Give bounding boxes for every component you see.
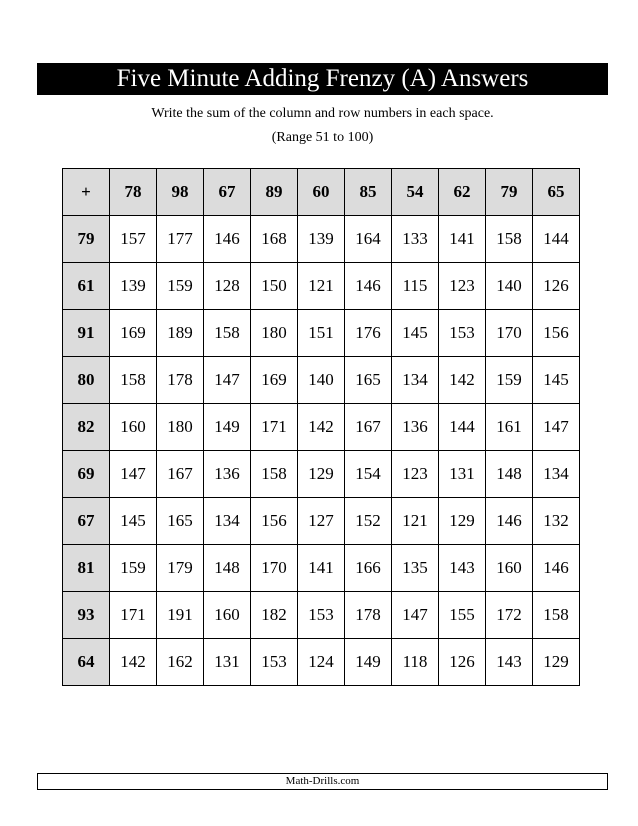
answer-cell: 134 bbox=[204, 498, 251, 545]
answer-cell: 128 bbox=[204, 263, 251, 310]
answer-cell: 170 bbox=[251, 545, 298, 592]
answer-cell: 179 bbox=[157, 545, 204, 592]
row-header: 79 bbox=[63, 216, 110, 263]
column-header: 60 bbox=[298, 169, 345, 216]
answer-cell: 162 bbox=[157, 639, 204, 686]
answer-cell: 126 bbox=[533, 263, 580, 310]
answer-cell: 155 bbox=[439, 592, 486, 639]
row-header: 69 bbox=[63, 451, 110, 498]
answer-cell: 142 bbox=[439, 357, 486, 404]
answer-cell: 176 bbox=[345, 310, 392, 357]
answer-cell: 161 bbox=[486, 404, 533, 451]
answer-cell: 121 bbox=[298, 263, 345, 310]
answer-cell: 154 bbox=[345, 451, 392, 498]
column-header: 65 bbox=[533, 169, 580, 216]
instructions bbox=[37, 102, 608, 150]
answer-cell: 146 bbox=[345, 263, 392, 310]
answer-cell: 160 bbox=[486, 545, 533, 592]
answer-cell: 132 bbox=[533, 498, 580, 545]
answer-cell: 180 bbox=[251, 310, 298, 357]
answer-cell: 151 bbox=[298, 310, 345, 357]
header-row bbox=[63, 169, 580, 216]
answer-cell: 127 bbox=[298, 498, 345, 545]
table-row bbox=[63, 451, 580, 498]
answer-cell: 171 bbox=[251, 404, 298, 451]
answer-cell: 131 bbox=[204, 639, 251, 686]
table-row bbox=[63, 216, 580, 263]
answer-cell: 147 bbox=[110, 451, 157, 498]
answer-cell: 153 bbox=[251, 639, 298, 686]
answer-cell: 172 bbox=[486, 592, 533, 639]
answer-cell: 178 bbox=[157, 357, 204, 404]
answer-cell: 146 bbox=[533, 545, 580, 592]
answer-cell: 169 bbox=[251, 357, 298, 404]
answer-cell: 158 bbox=[204, 310, 251, 357]
answer-cell: 118 bbox=[392, 639, 439, 686]
answer-cell: 142 bbox=[110, 639, 157, 686]
answer-cell: 153 bbox=[439, 310, 486, 357]
answer-cell: 160 bbox=[204, 592, 251, 639]
answer-cell: 140 bbox=[486, 263, 533, 310]
answer-cell: 140 bbox=[298, 357, 345, 404]
answer-cell: 149 bbox=[345, 639, 392, 686]
column-header: 78 bbox=[110, 169, 157, 216]
answer-cell: 158 bbox=[486, 216, 533, 263]
answer-cell: 157 bbox=[110, 216, 157, 263]
answer-cell: 145 bbox=[110, 498, 157, 545]
answer-cell: 177 bbox=[157, 216, 204, 263]
answer-cell: 171 bbox=[110, 592, 157, 639]
answer-cell: 115 bbox=[392, 263, 439, 310]
answer-cell: 142 bbox=[298, 404, 345, 451]
column-header: 98 bbox=[157, 169, 204, 216]
answer-cell: 153 bbox=[298, 592, 345, 639]
answer-cell: 146 bbox=[204, 216, 251, 263]
answer-cell: 165 bbox=[157, 498, 204, 545]
table-row bbox=[63, 404, 580, 451]
row-header: 80 bbox=[63, 357, 110, 404]
answer-cell: 168 bbox=[251, 216, 298, 263]
answer-cell: 170 bbox=[486, 310, 533, 357]
answer-cell: 129 bbox=[298, 451, 345, 498]
answer-cell: 124 bbox=[298, 639, 345, 686]
column-header: 62 bbox=[439, 169, 486, 216]
answer-cell: 158 bbox=[251, 451, 298, 498]
answer-cell: 148 bbox=[486, 451, 533, 498]
answer-cell: 147 bbox=[204, 357, 251, 404]
answer-cell: 136 bbox=[392, 404, 439, 451]
answer-cell: 159 bbox=[486, 357, 533, 404]
answer-cell: 123 bbox=[392, 451, 439, 498]
answer-cell: 146 bbox=[486, 498, 533, 545]
row-header: 64 bbox=[63, 639, 110, 686]
answer-cell: 169 bbox=[110, 310, 157, 357]
answer-cell: 145 bbox=[392, 310, 439, 357]
operator-cell: + bbox=[63, 169, 110, 216]
table-row bbox=[63, 498, 580, 545]
answer-cell: 134 bbox=[392, 357, 439, 404]
answer-cell: 149 bbox=[204, 404, 251, 451]
answer-cell: 145 bbox=[533, 357, 580, 404]
answer-cell: 121 bbox=[392, 498, 439, 545]
answer-cell: 123 bbox=[439, 263, 486, 310]
answer-cell: 167 bbox=[345, 404, 392, 451]
answer-cell: 144 bbox=[439, 404, 486, 451]
answer-cell: 166 bbox=[345, 545, 392, 592]
page-title: Five Minute Adding Frenzy (A) Answers bbox=[37, 63, 608, 95]
answer-cell: 159 bbox=[157, 263, 204, 310]
row-header: 67 bbox=[63, 498, 110, 545]
range-text: (Range 51 to 100) bbox=[271, 130, 374, 145]
table-row bbox=[63, 263, 580, 310]
answer-cell: 156 bbox=[533, 310, 580, 357]
table-row bbox=[63, 310, 580, 357]
answer-cell: 160 bbox=[110, 404, 157, 451]
table-row bbox=[63, 357, 580, 404]
answer-cell: 182 bbox=[251, 592, 298, 639]
addition-grid bbox=[62, 168, 580, 686]
answer-cell: 191 bbox=[157, 592, 204, 639]
column-header: 67 bbox=[204, 169, 251, 216]
answer-cell: 126 bbox=[439, 639, 486, 686]
row-header: 93 bbox=[63, 592, 110, 639]
row-header: 81 bbox=[63, 545, 110, 592]
answer-cell: 150 bbox=[251, 263, 298, 310]
column-header: 54 bbox=[392, 169, 439, 216]
answer-cell: 141 bbox=[298, 545, 345, 592]
answer-cell: 144 bbox=[533, 216, 580, 263]
answer-cell: 156 bbox=[251, 498, 298, 545]
table-row bbox=[63, 592, 580, 639]
answer-cell: 178 bbox=[345, 592, 392, 639]
answer-cell: 164 bbox=[345, 216, 392, 263]
row-header: 82 bbox=[63, 404, 110, 451]
column-header: 85 bbox=[345, 169, 392, 216]
answer-cell: 180 bbox=[157, 404, 204, 451]
table-row bbox=[63, 639, 580, 686]
answer-cell: 135 bbox=[392, 545, 439, 592]
row-header: 91 bbox=[63, 310, 110, 357]
answer-cell: 147 bbox=[533, 404, 580, 451]
answer-cell: 139 bbox=[298, 216, 345, 263]
row-header: 61 bbox=[63, 263, 110, 310]
answer-cell: 131 bbox=[439, 451, 486, 498]
answer-cell: 159 bbox=[110, 545, 157, 592]
footer: Math-Drills.com bbox=[37, 773, 608, 790]
column-header: 89 bbox=[251, 169, 298, 216]
table-row bbox=[63, 545, 580, 592]
answer-cell: 133 bbox=[392, 216, 439, 263]
answer-cell: 148 bbox=[204, 545, 251, 592]
answer-cell: 136 bbox=[204, 451, 251, 498]
answer-cell: 129 bbox=[533, 639, 580, 686]
answer-cell: 129 bbox=[439, 498, 486, 545]
answer-cell: 147 bbox=[392, 592, 439, 639]
answer-cell: 143 bbox=[486, 639, 533, 686]
answer-cell: 189 bbox=[157, 310, 204, 357]
answer-cell: 152 bbox=[345, 498, 392, 545]
answer-cell: 167 bbox=[157, 451, 204, 498]
column-header: 79 bbox=[486, 169, 533, 216]
instruction-text: Write the sum of the column and row numbers in each space. bbox=[151, 106, 494, 121]
answer-cell: 141 bbox=[439, 216, 486, 263]
answer-cell: 134 bbox=[533, 451, 580, 498]
answer-cell: 165 bbox=[345, 357, 392, 404]
answer-cell: 158 bbox=[533, 592, 580, 639]
answer-cell: 139 bbox=[110, 263, 157, 310]
answer-cell: 143 bbox=[439, 545, 486, 592]
answer-cell: 158 bbox=[110, 357, 157, 404]
